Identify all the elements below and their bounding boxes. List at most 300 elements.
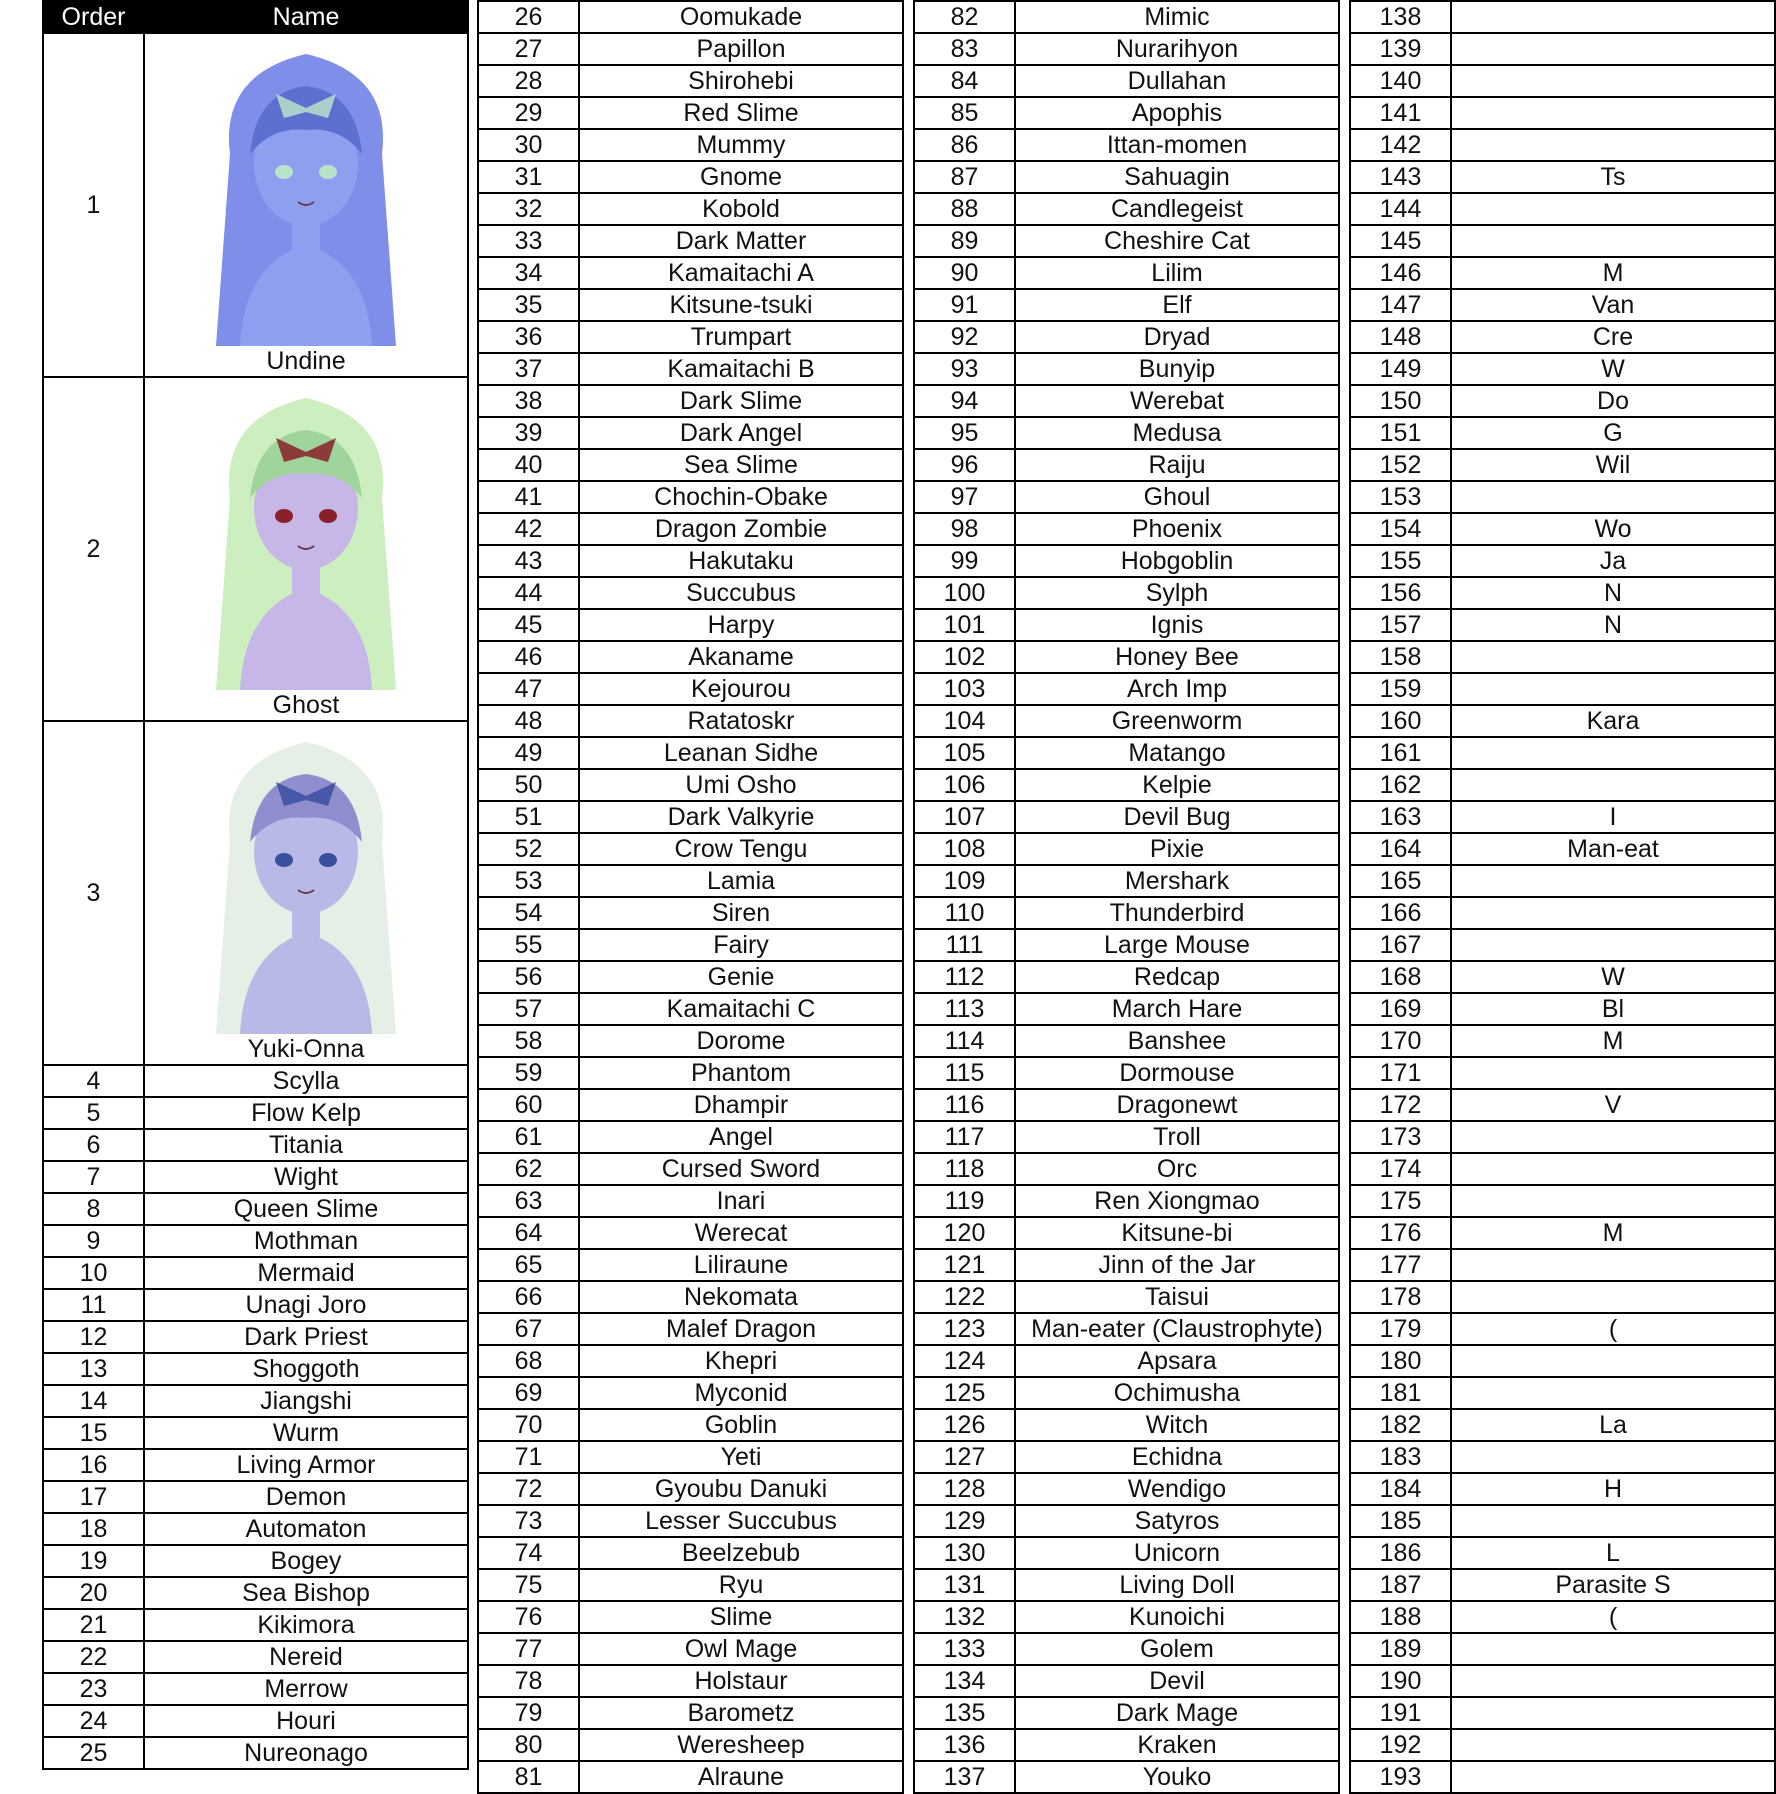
- order-cell: 41: [478, 481, 579, 513]
- name-cell: Kejourou: [579, 673, 903, 705]
- name-cell: V: [1451, 1089, 1775, 1121]
- order-cell: 140: [1350, 65, 1451, 97]
- table-row: [478, 1153, 903, 1185]
- order-cell: 12: [43, 1321, 144, 1353]
- name-cell: [1451, 737, 1775, 769]
- table-row: [1350, 1249, 1775, 1281]
- name-cell: [1451, 1441, 1775, 1473]
- table-row: [1350, 705, 1775, 737]
- table-row: [478, 1569, 903, 1601]
- table-row: [914, 737, 1339, 769]
- name-cell: [1451, 641, 1775, 673]
- order-cell: 43: [478, 545, 579, 577]
- name-cell: Thunderbird: [1015, 897, 1339, 929]
- table-row: [914, 1441, 1339, 1473]
- name-cell: Oomukade: [579, 1, 903, 33]
- name-cell: Phoenix: [1015, 513, 1339, 545]
- portrait-cell: [144, 721, 468, 1065]
- order-cell: 132: [914, 1601, 1015, 1633]
- name-cell: Genie: [579, 961, 903, 993]
- table-row: [1350, 1761, 1775, 1793]
- table-row: [1350, 545, 1775, 577]
- table-row: [914, 1377, 1339, 1409]
- name-cell: [1451, 1153, 1775, 1185]
- order-cell: 77: [478, 1633, 579, 1665]
- order-cell: 36: [478, 321, 579, 353]
- order-cell: 73: [478, 1505, 579, 1537]
- order-cell: 110: [914, 897, 1015, 929]
- order-cell: 155: [1350, 545, 1451, 577]
- order-cell: 97: [914, 481, 1015, 513]
- order-cell: 5: [43, 1097, 144, 1129]
- order-cell: 54: [478, 897, 579, 929]
- name-cell: Harpy: [579, 609, 903, 641]
- table-row: [1350, 1121, 1775, 1153]
- table-row: [914, 65, 1339, 97]
- order-cell: 122: [914, 1281, 1015, 1313]
- order-cell: 80: [478, 1729, 579, 1761]
- table-row: [478, 897, 903, 929]
- table-row: [478, 1089, 903, 1121]
- order-cell: 159: [1350, 673, 1451, 705]
- table-row: [1350, 1313, 1775, 1345]
- table-row: [478, 161, 903, 193]
- table-row: [478, 769, 903, 801]
- order-cell: 135: [914, 1697, 1015, 1729]
- name-cell: Kikimora: [144, 1609, 468, 1641]
- table-row: [478, 993, 903, 1025]
- order-cell: 134: [914, 1665, 1015, 1697]
- name-cell: Shirohebi: [579, 65, 903, 97]
- table-row: [914, 193, 1339, 225]
- table-row: [914, 513, 1339, 545]
- portrait-wrap: [145, 722, 467, 1064]
- name-cell: Mermaid: [144, 1257, 468, 1289]
- order-cell: 42: [478, 513, 579, 545]
- table-row: [478, 1473, 903, 1505]
- order-cell: 45: [478, 609, 579, 641]
- name-cell: Flow Kelp: [144, 1097, 468, 1129]
- undine-portrait-icon: [200, 34, 412, 346]
- table-row: [914, 257, 1339, 289]
- order-cell: 150: [1350, 385, 1451, 417]
- name-cell: Mothman: [144, 1225, 468, 1257]
- order-cell: 142: [1350, 129, 1451, 161]
- name-cell: Do: [1451, 385, 1775, 417]
- table-row: [914, 1633, 1339, 1665]
- name-cell: Kamaitachi B: [579, 353, 903, 385]
- portrait-cell: [144, 377, 468, 721]
- table-row: [43, 1417, 468, 1449]
- table-row: [1350, 1377, 1775, 1409]
- name-cell: Myconid: [579, 1377, 903, 1409]
- name-cell: Phantom: [579, 1057, 903, 1089]
- order-cell: 62: [478, 1153, 579, 1185]
- name-cell: [1451, 193, 1775, 225]
- order-cell: 61: [478, 1121, 579, 1153]
- name-cell: Leanan Sidhe: [579, 737, 903, 769]
- name-cell: Man-eater (Claustrophyte): [1015, 1313, 1339, 1345]
- name-cell: [1451, 1697, 1775, 1729]
- order-cell: 190: [1350, 1665, 1451, 1697]
- name-cell: Ignis: [1015, 609, 1339, 641]
- name-cell: Witch: [1015, 1409, 1339, 1441]
- table-row: [478, 1345, 903, 1377]
- order-cell: 75: [478, 1569, 579, 1601]
- table-row: [914, 225, 1339, 257]
- order-cell: 114: [914, 1025, 1015, 1057]
- table-row: [478, 1441, 903, 1473]
- table-row: [43, 1353, 468, 1385]
- name-cell: Alraune: [579, 1761, 903, 1793]
- name-cell: Living Armor: [144, 1449, 468, 1481]
- name-cell: G: [1451, 417, 1775, 449]
- order-cell: 115: [914, 1057, 1015, 1089]
- name-cell: Golem: [1015, 1633, 1339, 1665]
- order-cell: 123: [914, 1313, 1015, 1345]
- name-cell: Ren Xiongmao: [1015, 1185, 1339, 1217]
- name-cell: Arch Imp: [1015, 673, 1339, 705]
- name-cell: Kunoichi: [1015, 1601, 1339, 1633]
- name-cell: Satyros: [1015, 1505, 1339, 1537]
- table-row: [43, 1545, 468, 1577]
- name-cell: Medusa: [1015, 417, 1339, 449]
- name-cell: [1451, 769, 1775, 801]
- name-cell: Papillon: [579, 33, 903, 65]
- name-cell: Siren: [579, 897, 903, 929]
- order-cell: 92: [914, 321, 1015, 353]
- order-cell: 126: [914, 1409, 1015, 1441]
- table-row: [914, 897, 1339, 929]
- table-row: [1350, 257, 1775, 289]
- order-cell: 40: [478, 449, 579, 481]
- order-cell: 46: [478, 641, 579, 673]
- table-row: [1350, 225, 1775, 257]
- name-cell: Sylph: [1015, 577, 1339, 609]
- table-row: [478, 961, 903, 993]
- order-cell: 111: [914, 929, 1015, 961]
- order-cell: 184: [1350, 1473, 1451, 1505]
- table-row: [914, 1, 1339, 33]
- order-cell: 26: [478, 1, 579, 33]
- table-row: [1350, 1569, 1775, 1601]
- name-cell: [1451, 1633, 1775, 1665]
- table-row: [43, 1289, 468, 1321]
- order-cell: 44: [478, 577, 579, 609]
- order-cell: 88: [914, 193, 1015, 225]
- order-cell: 33: [478, 225, 579, 257]
- table-row: [1350, 577, 1775, 609]
- name-cell: Succubus: [579, 577, 903, 609]
- table-row: [1350, 1505, 1775, 1537]
- table-row: [914, 609, 1339, 641]
- order-cell: 157: [1350, 609, 1451, 641]
- order-cell: 7: [43, 1161, 144, 1193]
- table-row: [1350, 1601, 1775, 1633]
- table-row: [478, 1121, 903, 1153]
- name-cell: Kara: [1451, 705, 1775, 737]
- name-cell: Ochimusha: [1015, 1377, 1339, 1409]
- name-cell: Kitsune-tsuki: [579, 289, 903, 321]
- order-cell: 109: [914, 865, 1015, 897]
- name-cell: (: [1451, 1313, 1775, 1345]
- order-cell: 131: [914, 1569, 1015, 1601]
- order-cell: 98: [914, 513, 1015, 545]
- order-cell: 85: [914, 97, 1015, 129]
- order-cell: 19: [43, 1545, 144, 1577]
- table-row: [43, 1737, 468, 1769]
- table-row: [1350, 449, 1775, 481]
- table-row: [914, 1665, 1339, 1697]
- order-cell: 175: [1350, 1185, 1451, 1217]
- order-cell: 160: [1350, 705, 1451, 737]
- order-cell: 118: [914, 1153, 1015, 1185]
- order-cell: 113: [914, 993, 1015, 1025]
- table-row: [1350, 1665, 1775, 1697]
- order-cell: 86: [914, 129, 1015, 161]
- order-cell: 81: [478, 1761, 579, 1793]
- name-cell: W: [1451, 961, 1775, 993]
- table-row: [914, 1185, 1339, 1217]
- name-cell: Ts: [1451, 161, 1775, 193]
- order-cell: 141: [1350, 97, 1451, 129]
- order-cell: 76: [478, 1601, 579, 1633]
- name-cell: [1451, 97, 1775, 129]
- table-row: [478, 1377, 903, 1409]
- name-cell: Wo: [1451, 513, 1775, 545]
- table-row: [43, 1129, 468, 1161]
- order-cell: 148: [1350, 321, 1451, 353]
- table-row: [1350, 897, 1775, 929]
- order-cell: 30: [478, 129, 579, 161]
- table-row: [478, 1633, 903, 1665]
- table-row: [43, 1257, 468, 1289]
- order-cell: 64: [478, 1217, 579, 1249]
- order-cell: 53: [478, 865, 579, 897]
- table-row: [478, 673, 903, 705]
- table-row: [478, 1057, 903, 1089]
- name-cell: Wurm: [144, 1417, 468, 1449]
- name-cell: Ghoul: [1015, 481, 1339, 513]
- table-row: [914, 1601, 1339, 1633]
- table-row: [1350, 833, 1775, 865]
- table-row: [914, 1057, 1339, 1089]
- table-row: [914, 161, 1339, 193]
- table-row: [43, 1673, 468, 1705]
- name-cell: Devil Bug: [1015, 801, 1339, 833]
- name-cell: [1451, 1345, 1775, 1377]
- order-cell: 145: [1350, 225, 1451, 257]
- name-cell: Echidna: [1015, 1441, 1339, 1473]
- order-cell: 57: [478, 993, 579, 1025]
- table-row: [1350, 1441, 1775, 1473]
- name-cell: [1451, 1665, 1775, 1697]
- name-cell: Ratatoskr: [579, 705, 903, 737]
- name-cell: Candlegeist: [1015, 193, 1339, 225]
- order-cell: 128: [914, 1473, 1015, 1505]
- table-row: [914, 833, 1339, 865]
- table-row: [478, 193, 903, 225]
- order-cell: 24: [43, 1705, 144, 1737]
- order-cell: 6: [43, 1129, 144, 1161]
- portrait-caption: Yuki-Onna: [247, 1035, 365, 1063]
- name-cell: Merrow: [144, 1673, 468, 1705]
- name-cell: Crow Tengu: [579, 833, 903, 865]
- table-row: [478, 449, 903, 481]
- name-cell: Dullahan: [1015, 65, 1339, 97]
- name-cell: Pixie: [1015, 833, 1339, 865]
- order-cell: 151: [1350, 417, 1451, 449]
- table-row: [478, 129, 903, 161]
- order-cell: 166: [1350, 897, 1451, 929]
- portrait-cell: [144, 33, 468, 377]
- table-row: [914, 1025, 1339, 1057]
- name-cell: Taisui: [1015, 1281, 1339, 1313]
- order-cell: 144: [1350, 193, 1451, 225]
- portrait-wrap: [145, 34, 467, 376]
- table-row: [478, 385, 903, 417]
- table-row: [914, 1569, 1339, 1601]
- table-row: [1350, 353, 1775, 385]
- table-row: [914, 929, 1339, 961]
- table-row: [914, 577, 1339, 609]
- name-cell: Nureonago: [144, 1737, 468, 1769]
- order-cell: 143: [1350, 161, 1451, 193]
- table-row: [43, 1705, 468, 1737]
- name-cell: Elf: [1015, 289, 1339, 321]
- name-cell: [1451, 1281, 1775, 1313]
- table-row: [914, 1217, 1339, 1249]
- table-row: [1350, 1409, 1775, 1441]
- name-cell: Weresheep: [579, 1729, 903, 1761]
- name-cell: Raiju: [1015, 449, 1339, 481]
- table-row: [478, 225, 903, 257]
- name-cell: Kamaitachi C: [579, 993, 903, 1025]
- order-cell: 177: [1350, 1249, 1451, 1281]
- name-cell: Houri: [144, 1705, 468, 1737]
- order-cell: 20: [43, 1577, 144, 1609]
- table-row: [1350, 641, 1775, 673]
- name-cell: Goblin: [579, 1409, 903, 1441]
- name-cell: H: [1451, 1473, 1775, 1505]
- name-cell: Honey Bee: [1015, 641, 1339, 673]
- name-cell: Jinn of the Jar: [1015, 1249, 1339, 1281]
- table-row: [914, 129, 1339, 161]
- table-row: [914, 1473, 1339, 1505]
- order-cell: 176: [1350, 1217, 1451, 1249]
- order-cell: 58: [478, 1025, 579, 1057]
- order-cell: 124: [914, 1345, 1015, 1377]
- name-cell: Ryu: [579, 1569, 903, 1601]
- table-row: [478, 289, 903, 321]
- name-cell: Umi Osho: [579, 769, 903, 801]
- name-cell: Nereid: [144, 1641, 468, 1673]
- order-cell: 48: [478, 705, 579, 737]
- table-row: [1350, 1729, 1775, 1761]
- table-row: [914, 545, 1339, 577]
- order-cell: 17: [43, 1481, 144, 1513]
- name-cell: [1451, 129, 1775, 161]
- order-cell: 25: [43, 1737, 144, 1769]
- order-cell: 49: [478, 737, 579, 769]
- name-cell: M: [1451, 1025, 1775, 1057]
- table-row: [1350, 129, 1775, 161]
- order-cell: 127: [914, 1441, 1015, 1473]
- name-cell: Mershark: [1015, 865, 1339, 897]
- table-row: [914, 1537, 1339, 1569]
- name-cell: [1451, 1761, 1775, 1793]
- name-cell: Queen Slime: [144, 1193, 468, 1225]
- table-row: [1350, 961, 1775, 993]
- name-cell: Automaton: [144, 1513, 468, 1545]
- table-row: [914, 1409, 1339, 1441]
- name-cell: Mimic: [1015, 1, 1339, 33]
- table-row: [914, 417, 1339, 449]
- order-cell: 59: [478, 1057, 579, 1089]
- table-row: [914, 993, 1339, 1025]
- table-row: [1350, 513, 1775, 545]
- name-cell: March Hare: [1015, 993, 1339, 1025]
- order-cell: 108: [914, 833, 1015, 865]
- name-cell: Scylla: [144, 1065, 468, 1097]
- order-cell: 161: [1350, 737, 1451, 769]
- table-row: [478, 1409, 903, 1441]
- name-cell: Gnome: [579, 161, 903, 193]
- order-cell: 146: [1350, 257, 1451, 289]
- name-cell: Dark Priest: [144, 1321, 468, 1353]
- table-row: [1350, 1153, 1775, 1185]
- table-row: [478, 1729, 903, 1761]
- order-cell: 71: [478, 1441, 579, 1473]
- order-cell: 69: [478, 1377, 579, 1409]
- order-cell: 8: [43, 1193, 144, 1225]
- order-cell: 27: [478, 33, 579, 65]
- order-cell: 9: [43, 1225, 144, 1257]
- order-cell: 3: [43, 721, 144, 1065]
- name-cell: Greenworm: [1015, 705, 1339, 737]
- name-cell: Large Mouse: [1015, 929, 1339, 961]
- order-cell: 182: [1350, 1409, 1451, 1441]
- table-row: [914, 1345, 1339, 1377]
- table-row: [478, 545, 903, 577]
- name-cell: Trumpart: [579, 321, 903, 353]
- name-cell: Jiangshi: [144, 1385, 468, 1417]
- order-cell: 51: [478, 801, 579, 833]
- order-cell: 103: [914, 673, 1015, 705]
- name-cell: Unagi Joro: [144, 1289, 468, 1321]
- name-cell: Dark Valkyrie: [579, 801, 903, 833]
- name-cell: Bl: [1451, 993, 1775, 1025]
- name-cell: Wight: [144, 1161, 468, 1193]
- table-row: [478, 1025, 903, 1057]
- table-row: [914, 353, 1339, 385]
- order-cell: 170: [1350, 1025, 1451, 1057]
- order-cell: 91: [914, 289, 1015, 321]
- name-cell: Hakutaku: [579, 545, 903, 577]
- table-row: [478, 929, 903, 961]
- name-cell: Demon: [144, 1481, 468, 1513]
- name-cell: Khepri: [579, 1345, 903, 1377]
- order-cell: 171: [1350, 1057, 1451, 1089]
- ghost-portrait-icon: [200, 378, 412, 690]
- order-cell: 112: [914, 961, 1015, 993]
- name-cell: Kraken: [1015, 1729, 1339, 1761]
- name-cell: Cre: [1451, 321, 1775, 353]
- name-cell: Malef Dragon: [579, 1313, 903, 1345]
- order-cell: 34: [478, 257, 579, 289]
- order-cell: 70: [478, 1409, 579, 1441]
- order-cell: 15: [43, 1417, 144, 1449]
